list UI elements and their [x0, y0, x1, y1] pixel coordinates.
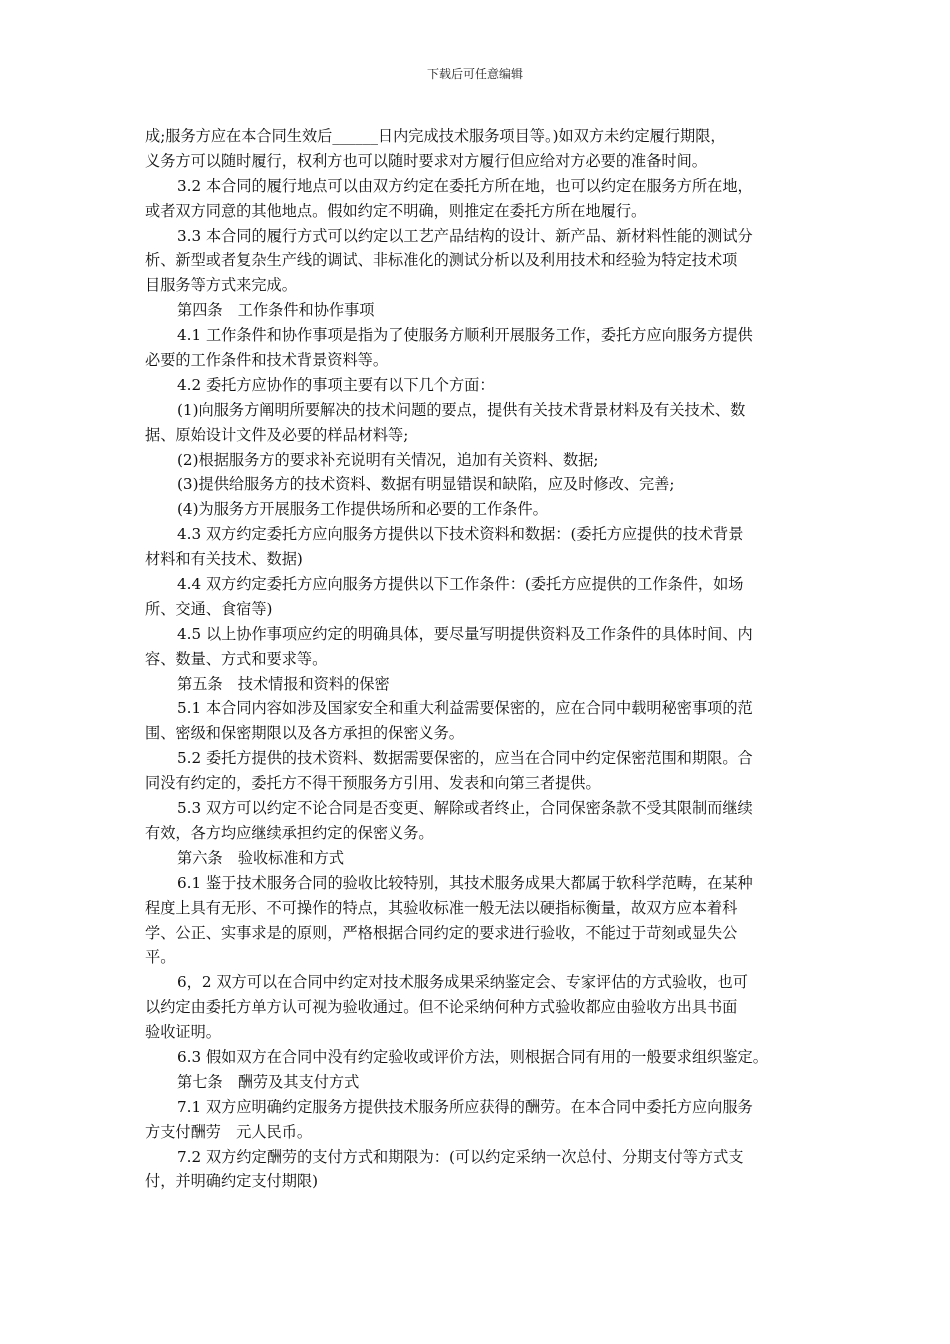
text-line: 程度上具有无形、不可操作的特点，其验收标准一般无法以硬指标衡量，故双方应本着科 — [145, 898, 738, 917]
text-line: 以约定由委托方单方认可视为验收通过。但不论采纳何种方式验收都应由验收方出具书面 — [145, 998, 738, 1017]
text-line: 4.5 以上协作事项应约定的明确具体，要尽量写明提供资料及工作条件的具体时间、内 — [177, 624, 753, 643]
text-line: 围、密级和保密期限以及各方承担的保密义务。 — [145, 724, 464, 743]
text-line: 材料和有关技术、数据) — [145, 550, 303, 569]
text-line: 7.1 双方应明确约定服务方提供技术服务所应获得的酬劳。在本合同中委托方应向服务 — [177, 1097, 753, 1116]
text-line: 7.2 双方约定酬劳的支付方式和期限为：(可以约定采纳一次总付、分期支付等方式支 — [177, 1147, 744, 1166]
text-line: 或者双方同意的其他地点。假如约定不明确，则推定在委托方所在地履行。 — [145, 201, 647, 220]
text-line: 4.2 委托方应协作的事项主要有以下几个方面： — [177, 375, 495, 394]
text-line: 据、原始设计文件及必要的样品材料等; — [145, 425, 409, 444]
text-line: 5.3 双方可以约定不论合同是否变更、解除或者终止，合同保密条款不受其限制而继续 — [177, 799, 753, 818]
text-line: 平。 — [145, 948, 176, 967]
text-line: 4.4 双方约定委托方应向服务方提供以下工作条件：(委托方应提供的工作条件，如场 — [177, 575, 744, 594]
text-line: 第五条 技术情报和资料的保密 — [177, 674, 390, 693]
text-line: 学、公正、实事求是的原则，严格根据合同约定的要求进行验收，不能过于苛刻或显失公 — [145, 923, 738, 942]
text-line: 目服务等方式来完成。 — [145, 276, 297, 295]
text-line: 5.1 本合同内容如涉及国家安全和重大利益需要保密的，应在合同中载明秘密事项的范 — [177, 699, 753, 718]
text-line: 所、交通、食宿等) — [145, 599, 273, 618]
text-line: 6.3 假如双方在合同中没有约定验收或评价方法，则根据合同有用的一般要求组织鉴定。 — [177, 1047, 768, 1066]
text-line: 4.1 工作条件和协作事项是指为了使服务方顺利开展服务工作，委托方应向服务方提供 — [177, 326, 753, 345]
text-line: 必要的工作条件和技术背景资料等。 — [145, 351, 388, 370]
text-line: (2)根据服务方的要求补充说明有关情况，追加有关资料、数据; — [177, 450, 599, 469]
document-body — [145, 124, 813, 1194]
text-line: 6.1 鉴于技术服务合同的验收比较特别，其技术服务成果大都属于软科学范畴，在某种 — [177, 873, 753, 892]
text-line: (3)提供给服务方的技术资料、数据有明显错误和缺陷，应及时修改、完善; — [177, 475, 675, 494]
text-line: 3.3 本合同的履行方式可以约定以工艺产品结构的设计、新产品、新材料性能的测试分 — [177, 226, 753, 245]
page-header-note: 下载后可任意编辑 — [426, 67, 523, 81]
text-line: 第六条 验收标准和方式 — [177, 848, 345, 867]
text-line: 付，并明确约定支付期限) — [145, 1172, 318, 1191]
text-line: 第七条 酬劳及其支付方式 — [177, 1072, 360, 1091]
text-line: 第四条 工作条件和协作事项 — [177, 301, 375, 320]
text-line: 方支付酬劳 元人民币。 — [145, 1122, 313, 1141]
text-line: 4.3 双方约定委托方应向服务方提供以下技术资料和数据：(委托方应提供的技术背景 — [177, 525, 744, 544]
text-line: (4)为服务方开展服务工作提供场所和必要的工作条件。 — [177, 500, 548, 519]
text-line: (1)向服务方阐明所要解决的技术问题的要点，提供有关技术背景材料及有关技术、数 — [177, 400, 746, 419]
text-line: 同没有约定的，委托方不得干预服务方引用、发表和向第三者提供。 — [145, 774, 601, 793]
text-line: 3.2 本合同的履行地点可以由双方约定在委托方所在地，也可以约定在服务方所在地， — [177, 176, 753, 195]
text-line: 成;服务方应在本合同生效后______日内完成技术服务项目等。)如双方未约定履行期限， — [145, 127, 726, 145]
text-line: 析、新型或者复杂生产线的调试、非标准化的测试分析以及利用技术和经验为特定技术项 — [145, 251, 738, 270]
text-line: 义务方可以随时履行，权利方也可以随时要求对方履行但应给对方必要的准备时间。 — [145, 151, 707, 170]
text-line: 验收证明。 — [145, 1023, 221, 1042]
text-line: 容、数量、方式和要求等。 — [145, 649, 328, 668]
text-line: 5.2 委托方提供的技术资料、数据需要保密的，应当在合同中约定保密范围和期限。合 — [177, 749, 753, 768]
text-line: 6，2 双方可以在合同中约定对技术服务成果采纳鉴定会、专家评估的方式验收，也可 — [177, 973, 748, 992]
text-line: 有效，各方均应继续承担约定的保密义务。 — [145, 823, 434, 842]
